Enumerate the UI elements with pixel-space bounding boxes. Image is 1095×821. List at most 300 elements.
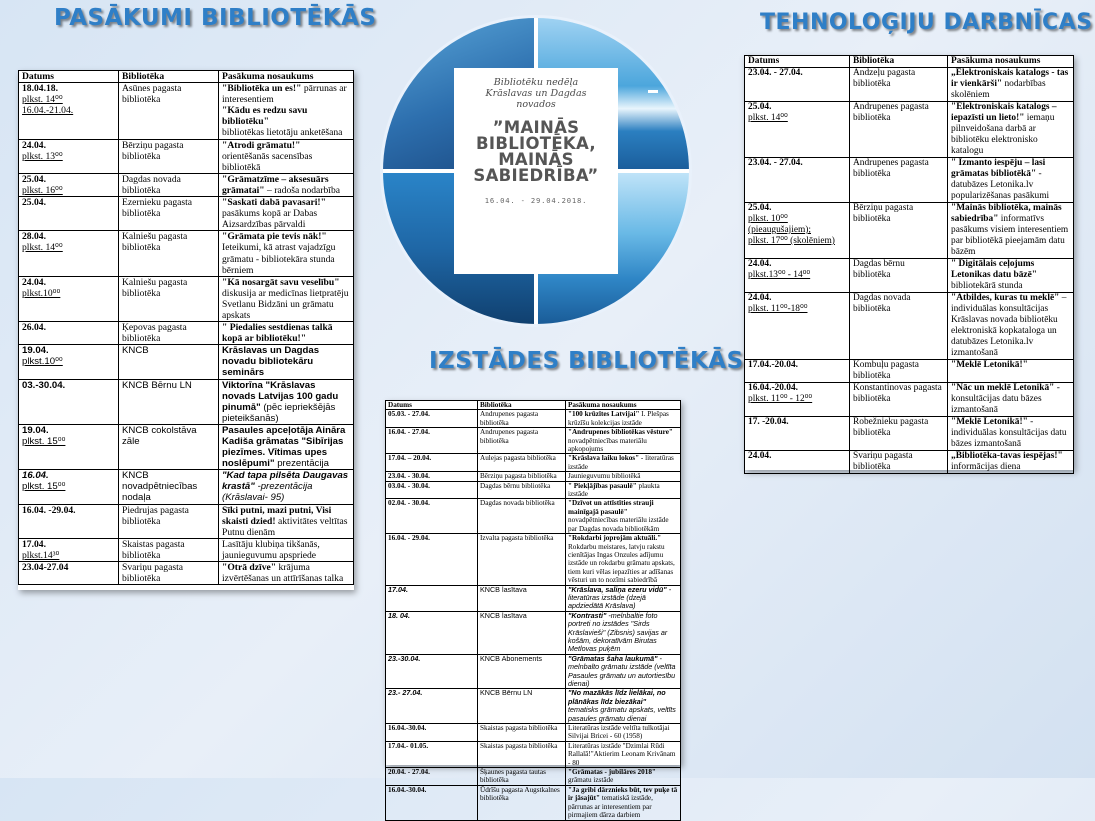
library-cell xyxy=(478,499,566,534)
date-text: 28.04. xyxy=(22,231,46,243)
library-name: Šķaunes pagasta tautas bibliotēka xyxy=(480,768,546,785)
column-header-date: Datums xyxy=(745,56,850,68)
table-row xyxy=(19,470,354,504)
event-title: "Kādu es redzu savu bibliotēku" xyxy=(222,105,308,128)
time-text: plkst. 13⁰⁰ xyxy=(22,150,63,162)
event-cell xyxy=(566,410,681,428)
library-name: Skaistas pagasta bibliotēka xyxy=(480,741,558,750)
date-cell xyxy=(386,481,478,499)
event-title: "Nāc un meklē Letonikā" xyxy=(951,383,1055,393)
date-cell xyxy=(745,102,850,158)
time-text: plkst. 10⁰⁰ xyxy=(748,214,788,224)
exhibitions-table-panel xyxy=(385,400,681,820)
event-title: "Atrodi grāmatu!" xyxy=(222,139,301,151)
library-cell xyxy=(119,424,219,469)
event-cell xyxy=(566,481,681,499)
date-cell xyxy=(386,534,478,585)
technology-heading: TEHNOLOĢIJU DARBNĪCAS xyxy=(760,10,1093,35)
time-text: 16.04.-21.04. xyxy=(22,105,74,117)
table-row xyxy=(386,768,681,786)
event-title: Viktorīna "Krāslavas novads Latvijas 100 gadu pinumā" xyxy=(222,379,339,413)
event-description: - individuālas konsultācijas datu bāzes izmantošanā xyxy=(951,417,1067,449)
event-description: prezentācija xyxy=(277,458,329,470)
column-header-date: Datums xyxy=(19,71,119,83)
date-text: 24.04. xyxy=(748,293,772,303)
library-cell xyxy=(850,360,948,383)
library-name: Piedrujas pagasta bibliotēka xyxy=(122,504,189,527)
date-text: 20.04. - 27.04. xyxy=(388,768,430,777)
event-title: Pasaules apceļotāja Aināra Kadiša grāmatas "Sibīrijas piezīmes. Vītimas upes noslēpumi" xyxy=(222,424,346,470)
poster-subtitle-2: Krāslavas un Dagdas xyxy=(485,88,587,99)
time-text: plkst. 15⁰⁰ xyxy=(22,481,66,493)
table-row xyxy=(745,293,1074,360)
table-row xyxy=(386,741,681,767)
event-cell xyxy=(219,322,354,345)
table-row xyxy=(745,203,1074,259)
date-cell xyxy=(745,68,850,102)
event-description: Literatūras izstāde veltīta tulkotājai Silvijai Bricei - 60 (1958) xyxy=(568,724,670,741)
library-cell xyxy=(850,417,948,451)
library-cell xyxy=(850,293,948,360)
date-text: 05.03. - 27.04. xyxy=(388,410,430,419)
date-cell xyxy=(386,654,478,689)
library-name: KNCB lasītava xyxy=(480,610,527,620)
table-row xyxy=(745,383,1074,417)
date-cell xyxy=(386,585,478,611)
library-name: Izvalta pagasta bibliotēka xyxy=(480,534,554,543)
time-text: plkst.10⁰⁰ xyxy=(22,287,61,299)
table-row xyxy=(386,428,681,454)
date-cell xyxy=(19,538,119,561)
event-title: "Grāmata pie tevis nāk!" xyxy=(222,231,327,243)
library-name: KNCB Abonements xyxy=(480,653,542,663)
date-cell xyxy=(19,470,119,504)
date-cell xyxy=(745,360,850,383)
event-description: tematisks grāmatu apskats, veltīts pasaules grāmatu dienai xyxy=(568,705,676,723)
table-row xyxy=(19,538,354,561)
date-cell xyxy=(745,417,850,451)
event-description: Jaunieguvumu bibliotēkā xyxy=(568,472,641,481)
date-text: 25.04. xyxy=(22,173,46,185)
library-cell xyxy=(119,345,219,379)
date-cell xyxy=(19,379,119,424)
event-cell xyxy=(566,428,681,454)
event-description: informācijas diena xyxy=(951,462,1021,472)
event-cell xyxy=(948,451,1074,474)
library-name: Dagdas novada bibliotēka xyxy=(122,173,181,196)
library-cell xyxy=(850,203,948,259)
time-text: plkst. 14⁰⁰ xyxy=(748,113,788,123)
library-cell xyxy=(119,504,219,538)
library-name: Ezernieku pagasta bibliotēka xyxy=(122,197,193,220)
date-cell xyxy=(386,768,478,786)
event-cell xyxy=(219,504,354,538)
event-cell xyxy=(948,293,1074,360)
library-name: Andrupenes pagasta bibliotēka xyxy=(853,102,929,123)
library-name: Bērziņu pagasta bibliotēka xyxy=(480,472,557,481)
event-description: Lasītāju klubiņa tikšanās, jaunieguvumu apspriede xyxy=(222,538,320,561)
table-row xyxy=(386,454,681,472)
event-cell xyxy=(948,102,1074,158)
library-cell xyxy=(850,451,948,474)
event-cell xyxy=(566,499,681,534)
date-cell xyxy=(745,383,850,417)
time-text: plkst. 11⁰⁰ - 12⁰⁰ xyxy=(748,394,813,404)
event-description: – radoša nodarbība xyxy=(267,184,341,196)
library-name: KNCB xyxy=(122,345,149,357)
date-text: 02.04. - 30.04. xyxy=(388,499,430,508)
event-cell xyxy=(566,585,681,611)
event-title: "Kontrasti" xyxy=(568,610,607,620)
event-description: – individuālas konsultācijas Krāslavas novada bibliotēku elektroniskā kopkataloga un datubāzes Letonika.lv izmantošanā xyxy=(951,293,1067,358)
event-title: "Bibliotēka un es!" xyxy=(222,83,302,95)
date-text: 03.-30.04. xyxy=(22,379,66,391)
date-cell xyxy=(386,785,478,820)
technology-table xyxy=(744,55,1074,474)
event-description: (pēc iepriekšējās pieteikšanās) xyxy=(222,401,336,424)
date-cell xyxy=(386,472,478,481)
date-cell xyxy=(745,203,850,259)
event-cell xyxy=(219,197,354,231)
table-row xyxy=(745,360,1074,383)
event-cell xyxy=(566,741,681,767)
library-name: Robežnieku pagasta bibliotēka xyxy=(853,417,929,438)
table-row xyxy=(19,231,354,276)
event-title: "Kā nosargāt savu veselību" xyxy=(222,276,340,288)
event-title: "Otrā dzīve" xyxy=(222,562,277,574)
event-title: " Piekļājības pasaulē" xyxy=(568,481,637,490)
date-text: 23.04-27.04 xyxy=(22,562,69,574)
date-cell xyxy=(386,454,478,472)
date-text: 24.04. xyxy=(22,139,46,151)
library-name: Svariņu pagasta bibliotēka xyxy=(122,562,184,585)
date-text: 17.04.- 01.05. xyxy=(388,741,429,750)
library-cell xyxy=(119,538,219,561)
event-description: Rokdarbu meistares, latvju rakstu cienītājas Ingas Onzules adījumu izstāde un rokdarbu grāmatu apskats, tiem kuri vēlas iepazīties ar adīšanas vēsturi un to nozīmi sabiedrībā xyxy=(568,542,675,585)
event-title: "Grāmatas - jubilāres 2018" xyxy=(568,768,656,777)
date-text: 17. -20.04. xyxy=(748,417,789,427)
event-cell xyxy=(566,534,681,585)
library-cell xyxy=(850,259,948,293)
column-header-library: Bibliotēka xyxy=(119,71,219,83)
event-title: "Krāslava laiku lokos" xyxy=(568,454,640,463)
library-name: KNCB lasītava xyxy=(480,584,527,594)
event-description: Literatūras izstāde "Dzimlai Rūdi Rallalā!"Aktierim Leonam Krivānam - 80 xyxy=(568,741,676,767)
library-cell xyxy=(119,379,219,424)
date-text: 23.-30.04. xyxy=(388,654,421,663)
event-title: Krāslavas un Dagdas novadu bibliotekāru seminārs xyxy=(222,345,320,379)
date-text: 25.04. xyxy=(748,102,772,112)
event-cell xyxy=(566,724,681,742)
date-cell xyxy=(386,410,478,428)
event-cell xyxy=(219,83,354,139)
library-name: Asūnes pagasta bibliotēka xyxy=(122,83,182,106)
event-cell xyxy=(219,379,354,424)
date-cell xyxy=(386,689,478,724)
table-row xyxy=(386,410,681,428)
library-name: Bērziņu pagasta bibliotēka xyxy=(853,203,914,224)
table-row xyxy=(745,158,1074,203)
date-cell xyxy=(19,562,119,585)
event-cell xyxy=(219,562,354,585)
date-cell xyxy=(19,276,119,321)
library-cell xyxy=(119,231,219,276)
library-cell xyxy=(119,322,219,345)
events-table xyxy=(18,70,354,585)
event-description: novadpētniecības materiālu izstāde par Dagdas novada bibliotēkām xyxy=(568,516,669,533)
library-cell xyxy=(478,481,566,499)
library-cell xyxy=(478,585,566,611)
event-title: "Ja gribi dārznieks būt, tev puķe tā ir jāsajūt" xyxy=(568,785,678,803)
library-cell xyxy=(478,454,566,472)
date-text: 03.04. - 30.04. xyxy=(388,481,430,490)
event-cell xyxy=(566,785,681,820)
time-text: plkst. 11⁰⁰-18⁰⁰ xyxy=(748,304,808,314)
date-text: 16.04. xyxy=(22,470,49,482)
table-row xyxy=(386,499,681,534)
table-row xyxy=(19,379,354,424)
event-description: bibliotēkas lietotāju anketēšana xyxy=(222,127,343,139)
date-cell xyxy=(745,293,850,360)
event-description: Ieteikumi, kā atrast vajadzīgu grāmatu - bibliotekāra stunda bērniem xyxy=(222,242,336,276)
event-title: "Grāmatas šaha laukumā" xyxy=(568,653,658,663)
time-text: (pieaugušajiem); xyxy=(748,225,811,235)
library-cell xyxy=(478,472,566,481)
date-text: 16.04.-20.04. xyxy=(748,383,798,393)
table-row xyxy=(19,173,354,196)
event-cell xyxy=(219,276,354,321)
event-cell xyxy=(566,611,681,654)
date-text: 24.04. xyxy=(748,451,772,461)
poster-slogan-2: BIBLIOTĒKA, xyxy=(476,134,596,153)
library-name: Andrupenes pagasta bibliotēka xyxy=(480,428,539,445)
event-description: - konsultācijas datu bāzes izmantošanā xyxy=(951,383,1060,415)
library-name: Dagdas bērnu bibliotēka xyxy=(480,481,551,490)
event-description: -prezentācija (Krāslavai- 95) xyxy=(222,481,313,504)
library-cell xyxy=(119,139,219,173)
event-cell xyxy=(948,68,1074,102)
event-cell xyxy=(948,360,1074,383)
library-name: Bērziņu pagasta bibliotēka xyxy=(122,139,184,162)
date-text: 24.04. xyxy=(22,276,46,288)
table-row xyxy=(745,417,1074,451)
table-row xyxy=(386,611,681,654)
event-description: nodarbības skolēniem xyxy=(951,79,1046,100)
library-cell xyxy=(478,768,566,786)
date-cell xyxy=(745,259,850,293)
library-name: Ķepovas pagasta bibliotēka xyxy=(122,322,187,345)
table-row xyxy=(386,724,681,742)
event-description: grāmatu izstāde xyxy=(568,776,614,785)
date-text: 18. 04. xyxy=(388,611,410,620)
event-title: "100 krūzītes Latvijai" xyxy=(568,410,640,419)
table-row xyxy=(19,276,354,321)
column-header-event: Pasākuma nosaukums xyxy=(219,71,354,83)
library-cell xyxy=(119,173,219,196)
events-table-panel xyxy=(18,70,354,590)
library-name: Andrupenes pagasta bibliotēka xyxy=(480,410,539,427)
date-text: 23.04. - 27.04. xyxy=(748,68,803,78)
poster-slogan-4: SABIEDRĪBA” xyxy=(473,166,599,185)
time-text: plkst. 14⁰⁰ xyxy=(22,94,63,106)
event-title: Sīki putni, mazi putni, Visi skaisti dzied! xyxy=(222,504,332,527)
exhibitions-table xyxy=(385,400,681,821)
poster-card xyxy=(454,68,618,274)
date-cell xyxy=(745,451,850,474)
event-description: - literatūras izstāde xyxy=(568,454,674,471)
event-description: orientēšanās sacensības bibliotēkā xyxy=(222,150,313,173)
library-cell xyxy=(119,562,219,585)
table-row xyxy=(19,504,354,538)
event-title: „Elektroniskais katalogs - tas ir vienkārši" xyxy=(951,68,1069,89)
time-text: plkst. 16⁰⁰ xyxy=(22,184,63,196)
table-row xyxy=(745,259,1074,293)
date-cell xyxy=(19,322,119,345)
poster-slogan-3: MAINĀS xyxy=(498,150,574,169)
library-name: Skaistas pagasta bibliotēka xyxy=(480,724,558,733)
date-cell xyxy=(386,724,478,742)
table-row xyxy=(19,197,354,231)
date-text: 26.04. xyxy=(22,322,46,334)
table-row xyxy=(19,424,354,469)
table-row xyxy=(745,68,1074,102)
column-header-event: Pasākuma nosaukums xyxy=(566,401,681,410)
events-heading: PASĀKUMI BIBLIOTĒKĀS xyxy=(54,5,377,31)
event-cell xyxy=(219,538,354,561)
column-header-library: Bibliotēka xyxy=(478,401,566,410)
event-cell xyxy=(219,231,354,276)
date-cell xyxy=(19,424,119,469)
table-row xyxy=(745,102,1074,158)
technology-table-panel xyxy=(744,55,1074,470)
event-description: krājuma izvērtēšanas un attīrīšanas talka xyxy=(222,562,344,585)
event-cell xyxy=(948,383,1074,417)
event-cell xyxy=(948,259,1074,293)
library-name: Svariņu pagasta bibliotēka xyxy=(853,451,913,472)
table-row xyxy=(386,585,681,611)
time-text: plkst.14³⁰ xyxy=(22,549,60,561)
event-cell xyxy=(219,173,354,196)
table-row xyxy=(386,654,681,689)
date-text: 16.04. -29.04. xyxy=(22,504,76,516)
date-text: 19.04. xyxy=(22,345,49,357)
event-description: plaukta izstāde xyxy=(568,481,660,499)
event-title: "Krāslava, saliņa ezeru vidū" xyxy=(568,584,667,594)
poster-dates: 16.04. - 29.04.2018. xyxy=(484,196,588,205)
event-description: diskusija ar medicīnas lietpratēju Svetlanu Bidzāni un grāmatu apskats xyxy=(222,287,349,321)
library-cell xyxy=(850,68,948,102)
date-cell xyxy=(19,504,119,538)
time-text: plkst. 15⁰⁰ xyxy=(22,436,66,447)
date-text: 17.04. xyxy=(388,585,408,594)
date-text: 23.04. - 27.04. xyxy=(748,158,803,168)
event-title: "Atbildes, kuras tu meklē" xyxy=(951,293,1060,303)
date-cell xyxy=(745,158,850,203)
time-text: plkst. 14⁰⁰ xyxy=(22,242,63,254)
event-description: -melnbaltie foto portreti no izstādes "Sirds Krāslavieši" (Zibsnis) savijas ar košām, dekoratīvām Birutas Metlovas puķēm xyxy=(568,610,668,654)
library-cell xyxy=(478,785,566,820)
event-title: "Rokdarbi joprojām aktuāli." xyxy=(568,534,662,543)
library-cell xyxy=(850,158,948,203)
library-cell xyxy=(119,276,219,321)
poster-slogan-1: ”MAINĀS xyxy=(492,118,580,137)
time-text: plkst.10⁰⁰ xyxy=(22,356,63,368)
library-name: Dagdas bērnu bibliotēka xyxy=(853,259,905,280)
date-cell xyxy=(19,139,119,173)
library-cell xyxy=(119,470,219,504)
date-text: 16.04.-30.04. xyxy=(388,785,427,794)
poster-subtitle-3: novados xyxy=(516,99,556,110)
event-description: aktivitātes veltītas Putnu dienām xyxy=(222,515,348,538)
library-name: Dagdas novada bibliotēka xyxy=(853,293,911,314)
table-row xyxy=(386,534,681,585)
table-row xyxy=(745,451,1074,474)
library-cell xyxy=(478,534,566,585)
poster-subtitle-1: Bibliotēku nedēļa xyxy=(493,77,579,88)
event-title: " Digitālais ceļojums Letonikas datu bāzē" xyxy=(951,259,1037,280)
event-title: " Izmanto iespēju – lasi grāmatas bibliotēkā" xyxy=(951,158,1046,179)
date-text: 17.04.-20.04. xyxy=(748,360,798,370)
table-row xyxy=(386,689,681,724)
event-cell xyxy=(948,158,1074,203)
event-cell xyxy=(948,203,1074,259)
event-title: "Saskati dabā pavasari!" xyxy=(222,197,326,209)
event-cell xyxy=(566,768,681,786)
date-text: 16.04.-30.04. xyxy=(388,724,427,733)
date-text: 16.04. - 29.04. xyxy=(388,534,430,543)
library-cell xyxy=(850,102,948,158)
date-cell xyxy=(386,611,478,654)
column-header-event: Pasākuma nosaukums xyxy=(948,56,1074,68)
boat-icon xyxy=(648,90,658,93)
library-cell xyxy=(478,689,566,724)
event-description: -literatūras izstāde (dzejā apdziedātā Krāslava) xyxy=(568,584,672,611)
event-description: bibliotekārā stunda xyxy=(951,281,1023,291)
library-cell xyxy=(478,724,566,742)
event-title: "Elektroniskais katalogs – iepazīsti un lieto!" xyxy=(951,102,1057,123)
table-row xyxy=(19,83,354,139)
time-text: plkst. 17⁰⁰ (skolēniem) xyxy=(748,236,835,246)
library-cell xyxy=(478,741,566,767)
event-cell xyxy=(219,470,354,504)
library-cell xyxy=(119,197,219,231)
date-cell xyxy=(19,83,119,139)
column-header-library: Bibliotēka xyxy=(850,56,948,68)
date-text: 19.04. xyxy=(22,424,49,436)
event-description: pārrunas ar interesentiem xyxy=(222,83,347,106)
library-name: Kalniešu pagasta bibliotēka xyxy=(122,231,188,254)
date-cell xyxy=(19,197,119,231)
event-cell xyxy=(219,424,354,469)
date-text: 17.04. – 20.04. xyxy=(388,454,432,463)
library-cell xyxy=(850,383,948,417)
library-cell xyxy=(119,83,219,139)
library-name: Andrupenes pagasta bibliotēka xyxy=(853,158,929,179)
library-name: Aulejas pagasta bibliotēka xyxy=(480,454,556,463)
event-description: - datubāzes Letonika.lv popularizēšanas pasākumi xyxy=(951,169,1050,201)
library-name: Konstantinovas pagasta bibliotēka xyxy=(853,383,942,404)
event-title: "Andrupenes bibliotēkas vēsture" xyxy=(568,428,673,437)
library-cell xyxy=(478,428,566,454)
event-title: " Piedalies sestdienas talkā kopā ar bibliotēku!" xyxy=(222,322,333,345)
library-name: KNCB Bērnu LN xyxy=(122,379,192,391)
event-description: informatīvs pasākums visiem interesentiem par bibliotēkā pieejamām datu bāzēm xyxy=(951,214,1069,257)
event-title: "Mainās bibliotēka, mainās sabiedrība" xyxy=(951,203,1062,224)
exhibitions-heading: IZSTĀDES BIBLIOTĒKĀS xyxy=(429,348,744,374)
library-name: KNCB cokolstāva zāle xyxy=(122,424,197,447)
column-header-date: Datums xyxy=(386,401,478,410)
event-cell xyxy=(566,454,681,472)
